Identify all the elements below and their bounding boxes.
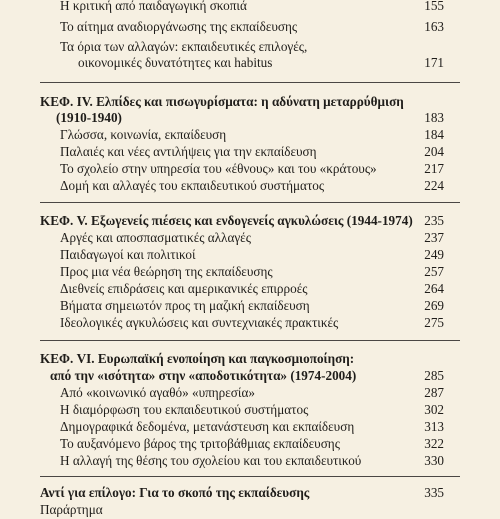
toc-entry-title: Η διαμόρφωση του εκπαιδευτικού συστήματος [60,402,309,417]
toc-entry-title: Τα όρια των αλλαγών: εκπαιδευτικές επιλογές, [60,39,308,54]
toc-entry [0,246,500,264]
toc-entry-title: Από «κοινωνικό αγαθό» «υπηρεσία» [60,385,255,400]
toc-entry-title: Ιδεολογικές αγκυλώσεις και συντεχνιακές πρακτικές [60,315,339,330]
section-divider [40,340,460,341]
toc-entry [0,126,500,144]
section-divider [40,202,460,203]
chapter-page: 235 [424,213,444,228]
toc-entry-page: 264 [424,281,444,296]
toc-entry-title: Παιδαγωγοί και πολιτικοί [60,247,196,262]
toc-entry-title: Παράρτημα [40,502,103,517]
toc-entry-title: Η αλλαγή της θέσης του σχολείου και του εκπαιδευτικού [60,453,362,468]
toc-entry-title: Αργές και αποσπασματικές αλλαγές [60,230,251,245]
toc-entry [0,452,500,470]
toc-entry-page: 184 [424,127,444,142]
epilogue-page: 335 [424,485,444,500]
chapter-page: 183 [424,110,444,125]
toc-entry-page: 217 [424,161,444,176]
toc-entry [0,384,500,402]
toc-entry-title: Το αυξανόμενο βάρος της τριτοβάθμιας εκπαίδευσης [60,436,340,451]
chapter-heading-continuation [0,109,500,127]
toc-entry-page: 155 [424,0,444,13]
chapter-heading [0,212,500,230]
toc-entry-page: 204 [424,144,444,159]
toc-entry-page: 275 [424,315,444,330]
chapter-page: 285 [424,368,444,383]
toc-entry-title: οικονομικές δυνατότητες και habitus [78,55,273,70]
toc-entry [0,0,500,15]
chapter-title: ΚΕΦ. VI. Ευρωπαϊκή ενοποίηση και παγκοσμιοποίηση: [40,351,355,366]
toc-entry-title: Δημογραφικά δεδομένα, μετανάστευση και εκπαίδευση [60,419,355,434]
toc-entry-page: 322 [424,436,444,451]
toc-entry [0,418,500,436]
toc-entry [0,177,500,195]
toc-entry-title: Διεθνείς επιδράσεις και αμερικανικές επιρροές [60,281,308,296]
toc-entry-title: Προς μια νέα θεώρηση της εκπαίδευσης [60,264,273,279]
toc-entry-title: Γλώσσα, κοινωνία, εκπαίδευση [60,127,227,142]
toc-entry-title: Δομή και αλλαγές του εκπαιδευτικού συστήματος [60,178,325,193]
toc-entry-page: 249 [424,247,444,262]
toc-entry-page: 163 [424,19,444,34]
toc-entry [0,297,500,315]
chapter-title: ΚΕΦ. V. Εξωγενείς πιέσεις και ενδογενείς αγκυλώσεις (1944-1974) [40,213,413,228]
toc-entry [0,263,500,281]
section-divider [40,476,460,477]
toc-entry [0,401,500,419]
toc-entry-page: 224 [424,178,444,193]
toc-entry-continuation [0,54,500,72]
toc-entry [0,501,500,519]
toc-entry-page: 257 [424,264,444,279]
toc-entry-title: Το αίτημα αναδιοργάνωσης της εκπαίδευσης [60,19,298,34]
toc-entry-title: Βήματα σημειωτόν προς τη μαζική εκπαίδευση [60,298,310,313]
toc-entry-page: 237 [424,230,444,245]
toc-entry [0,143,500,161]
toc-entry [0,280,500,298]
toc-entry [0,314,500,332]
toc-entry [0,435,500,453]
toc-entry-page: 330 [424,453,444,468]
toc-entry [0,160,500,178]
toc-entry [0,18,500,36]
toc-entry-page: 302 [424,402,444,417]
chapter-heading [0,350,500,368]
toc-entry-page: 313 [424,419,444,434]
epilogue-title: Αντί για επίλογο: Για το σκοπό της εκπαίδευσης [40,485,310,500]
toc-entry-page: 287 [424,385,444,400]
toc-entry-title: Παλαιές και νέες αντιλήψεις για την εκπαίδευση [60,144,317,159]
toc-entry [0,229,500,247]
epilogue-heading [0,484,500,502]
toc-entry-title: Η κριτική από παιδαγωγική σκοπιά [60,0,247,13]
chapter-title: ΚΕΦ. IV. Ελπίδες και πισωγυρίσματα: η αδύνατη μεταρρύθμιση [40,94,404,109]
chapter-heading-continuation [0,367,500,385]
chapter-title: (1910-1940) [56,110,122,125]
section-divider [40,82,460,83]
chapter-title: από την «ισότητα» στην «αποδοτικότητα» (1974-2004) [50,368,357,383]
toc-entry-page: 171 [424,55,444,70]
toc-entry-page: 269 [424,298,444,313]
toc-entry-title: Το σχολείο στην υπηρεσία του «έθνους» και του «κράτους» [60,161,377,176]
